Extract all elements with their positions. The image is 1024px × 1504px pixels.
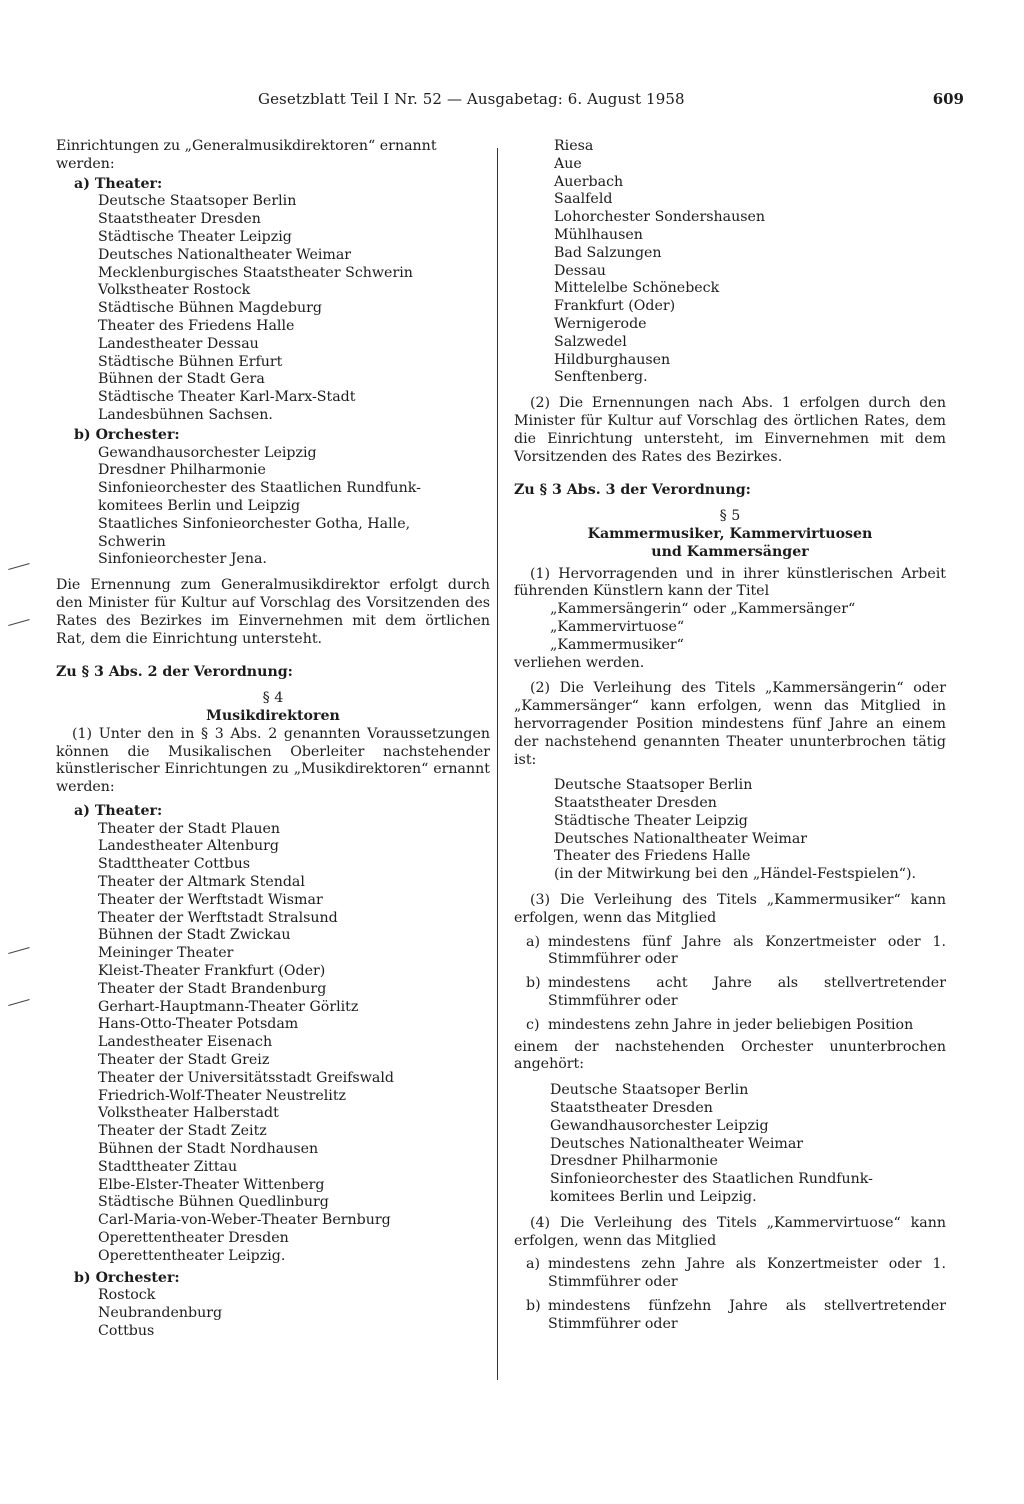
list-item: Dresdner Philharmonie [98,462,266,479]
list-item: Theater der Stadt Brandenburg [98,980,327,997]
margin-tick-mark [8,563,30,570]
list-item: Landestheater Altenburg [98,838,279,855]
gazette-header-title: Gesetzblatt Teil I Nr. 52 — Ausgabetag: 6. August 1958 [258,90,685,108]
list-item: Meininger Theater [98,945,234,962]
list-item: Deutsche Staatsoper Berlin [554,777,753,794]
list-item: Landesbühnen Sachsen. [98,406,273,423]
list-item: Deutsches Nationaltheater Weimar [554,830,808,847]
paragraph-sign: § 5 [719,508,741,525]
condition-item: b) mindestens acht Jahre als stellvertretender Stimmführer oder [526,975,946,1010]
list-item: Neubrandenburg [98,1305,223,1322]
list-item: Landestheater Dessau [98,335,259,352]
condition-item: c) mindestens zehn Jahre in jeder beliebigen Position [526,1016,914,1033]
list-item: Landestheater Eisenach [98,1034,273,1051]
list-item: Dessau [554,262,606,279]
list-item: Theater des Friedens Halle [98,317,295,334]
list-item: Theater der Stadt Greiz [98,1052,270,1069]
list-item: Städtische Bühnen Erfurt [98,353,283,370]
list-item: komitees Berlin und Leipzig [98,497,301,514]
list-item: Dresdner Philharmonie [550,1153,718,1170]
list-item: Städtische Bühnen Magdeburg [98,300,322,317]
ernennung-paragraph: Die Ernennung zum Generalmusikdirektor erfolgt durch den Minister für Kultur auf Vorschlag des Vorsitzenden des Rates des Bezirkes im Einvernehmen mit dem örtlichen Rat, dem die Einrichtung untersteht. [56,577,490,647]
list-item: Staatstheater Dresden [554,795,717,812]
paragraph-text: einem der nachstehenden Orchester ununterbrochen angehört: [514,1038,946,1073]
list-item: Theater des Friedens Halle [554,848,751,865]
paragraph-text: (3) Die Verleihung des Titels „Kammermusiker“ kann erfolgen, wenn das Mitglied [514,892,946,926]
theater-heading: a) Theater: [74,175,163,192]
list-item: Städtische Bühnen Quedlinburg [98,1194,329,1211]
list-item: Schwerin [98,533,166,550]
list-item: Theater der Werftstadt Wismar [98,891,323,908]
list-item: Staatstheater Dresden [98,211,261,228]
list-item: Friedrich-Wolf-Theater Neustrelitz [98,1087,346,1104]
list-item: Auerbach [554,173,624,190]
list-item: Theater der Werftstadt Stralsund [98,909,338,926]
section-reference: Zu § 3 Abs. 3 der Verordnung: [514,482,751,499]
list-item: Staatstheater Dresden [550,1100,713,1117]
list-item: Rostock [98,1287,156,1304]
paragraph-title: Kammermusiker, Kammervirtuosen [587,525,873,542]
gmd-theater-list [98,193,490,424]
list-item: Städtische Theater Leipzig [98,228,292,245]
list-item: Deutsches Nationaltheater Weimar [550,1135,804,1152]
md-theater-list [98,821,490,1266]
list-item: Wernigerode [554,315,647,332]
list-item: Aue [554,155,582,172]
kammersaenger-theater-list [554,777,946,884]
list-item: Bühnen der Stadt Zwickau [98,927,291,944]
paragraph-sign: § 4 [262,690,284,707]
gmd-orchestra-list [98,445,490,570]
title-list [550,601,946,654]
condition-item: a) mindestens fünf Jahre als Konzertmeister oder 1. Stimmführer oder [526,933,946,968]
paragraph-text: (1) Unter den in § 3 Abs. 2 genannten Voraussetzungen können die Musikalischen Oberleiter nachstehender künstlerischer Einrichtungen zu „Musikdirektoren“ ernannt werden: [56,725,490,796]
list-item: Saalfeld [554,191,613,208]
list-item: Theater der Universitätsstadt Greifswald [98,1069,394,1086]
list-item: Elbe-Elster-Theater Wittenberg [98,1176,325,1193]
list-item: Volkstheater Halberstadt [98,1105,279,1122]
list-item: Mühlhausen [554,226,643,243]
condition-item: b) mindestens fünfzehn Jahre als stellvertretender Stimmführer oder [526,1298,946,1332]
list-item: komitees Berlin und Leipzig. [550,1189,757,1206]
list-item: Bad Salzungen [554,244,662,261]
margin-tick-mark [8,947,30,954]
margin-tick-mark [8,619,30,626]
list-item: Deutsches Nationaltheater Weimar [98,246,352,263]
list-item: Städtische Theater Leipzig [554,812,748,829]
margin-tick-mark [8,999,30,1006]
list-item: Stadttheater Cottbus [98,856,251,873]
column-divider [497,148,498,1380]
page-header [258,88,964,112]
list-item: Mittelelbe Schönebeck [554,280,720,297]
list-item: Salzwedel [554,333,627,350]
list-item: Senftenberg. [554,369,648,386]
kammermusiker-orchestra-list [550,1082,946,1207]
list-item: Städtische Theater Karl-Marx-Stadt [98,389,356,406]
condition-item: a) mindestens zehn Jahre als Konzertmeister oder 1. Stimmführer oder [526,1256,946,1291]
list-item: Hans-Otto-Theater Potsdam [98,1016,299,1033]
paragraph-title: Musikdirektoren [206,707,340,724]
list-item: Kleist-Theater Frankfurt (Oder) [98,963,326,980]
list-item: Gewandhausorchester Leipzig [98,444,317,461]
list-item: Theater der Altmark Stendal [98,874,305,891]
list-item: Carl-Maria-von-Weber-Theater Bernburg [98,1212,391,1229]
paragraph-text: (2) Die Verleihung des Titels „Kammersängerin“ oder „Kammersänger“ kann erfolgen, wenn das Mitglied in hervorragender Position mindestens fünf Jahre an einem der nachstehend genannten Theater ununterbrochen tätig ist: [514,680,946,768]
list-item: „Kammervirtuose“ [550,618,685,635]
list-item: Sinfonieorchester des Staatlichen Rundfunk- [550,1171,873,1188]
list-item: „Kammermusiker“ [550,636,684,653]
page-number: 609 [932,90,964,108]
section-reference: Zu § 3 Abs. 2 der Verordnung: [56,664,293,681]
list-item: Mecklenburgisches Staatstheater Schwerin [98,264,413,281]
list-item: Deutsche Staatsoper Berlin [550,1082,749,1099]
list-item: Gerhart-Hauptmann-Theater Görlitz [98,998,359,1015]
list-item: Sinfonieorchester des Staatlichen Rundfunk- [98,480,421,497]
list-item: Gewandhausorchester Leipzig [550,1117,769,1134]
paragraph-text: (2) Die Ernennungen nach Abs. 1 erfolgen durch den Minister für Kultur auf Vorschlag des örtlichen Rates, dem die Einrichtung untersteht, im Einvernehmen mit dem Vorsitzenden des Rates des Bezirkes. [514,395,946,465]
list-item: „Kammersängerin“ oder „Kammersänger“ [550,601,856,618]
left-column [56,138,490,1341]
md-orchestra-list-continued [554,138,946,387]
right-column [514,138,946,1334]
list-item: Theater der Stadt Zeitz [98,1123,267,1140]
list-item: Frankfurt (Oder) [554,298,676,315]
paragraph-title: und Kammersänger [651,543,809,560]
list-item: Operettentheater Leipzig. [98,1247,286,1264]
list-item: Riesa [554,138,594,154]
list-item: Operettentheater Dresden [98,1230,289,1247]
list-item: Theater der Stadt Plauen [98,820,280,837]
list-item: (in der Mitwirkung bei den „Händel-Festspielen“). [554,866,917,883]
list-item: Hildburghausen [554,351,671,368]
list-item: Stadttheater Zittau [98,1158,238,1175]
list-item: Lohorchester Sondershausen [554,209,766,226]
md-orchestra-list [98,1287,490,1340]
paragraph-text: (1) Hervorragenden und in ihrer künstlerischen Arbeit führenden Künstlern kann der Titel [514,565,946,600]
list-item: Volkstheater Rostock [98,282,251,299]
list-item: Staatliches Sinfonieorchester Gotha, Halle, [98,515,411,532]
paragraph-text: verliehen werden. [514,654,645,671]
list-item: Bühnen der Stadt Nordhausen [98,1141,319,1158]
list-item: Deutsche Staatsoper Berlin [98,193,297,210]
paragraph-text: (4) Die Verleihung des Titels „Kammervirtuose“ kann erfolgen, wenn das Mitglied [514,1214,946,1249]
list-item: Sinfonieorchester Jena. [98,551,267,568]
orchestra-heading: b) Orchester: [74,1269,180,1286]
list-item: Bühnen der Stadt Gera [98,371,265,388]
intro-text: Einrichtungen zu „Generalmusikdirektoren“ ernannt werden: [56,138,437,172]
list-item: Cottbus [98,1323,155,1339]
orchestra-heading: b) Orchester: [74,426,180,443]
theater-heading: a) Theater: [74,802,163,819]
